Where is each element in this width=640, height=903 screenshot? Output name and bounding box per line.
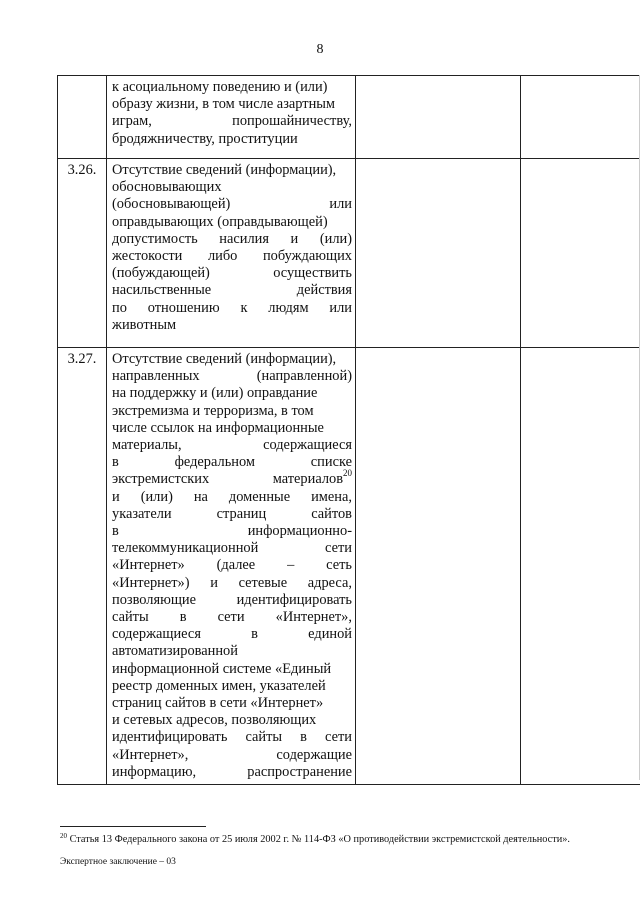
description-line [112, 764, 352, 781]
word: (или) [319, 230, 352, 247]
description-line: оправдывающих (оправдывающей) [112, 213, 328, 230]
description-line [112, 196, 352, 213]
word: единой [308, 626, 352, 643]
empty-cell [356, 76, 521, 159]
description-line [112, 592, 352, 609]
word-text: материалов [272, 471, 343, 488]
word: в [112, 523, 119, 540]
description-line [112, 231, 352, 248]
word: отношению [147, 299, 220, 316]
description-line: на поддержку и (или) оправдание [112, 385, 318, 402]
description-line: и сетевых адресов, позволяющих [112, 712, 317, 729]
word: – [287, 557, 295, 574]
description-line: информационной системе «Единый [112, 660, 332, 677]
word: «Интернет») [112, 574, 190, 591]
description-line [112, 557, 352, 574]
word: осуществить [273, 265, 352, 282]
word: (обосновывающей) [112, 196, 231, 213]
description-line [112, 523, 352, 540]
word: экстремистских [112, 471, 210, 488]
description-line [112, 540, 352, 557]
footnote-reference: 20 [343, 468, 352, 479]
word: к [240, 299, 248, 316]
word: насильственные [112, 282, 212, 299]
row-description [107, 76, 356, 159]
footnote-separator [60, 826, 206, 827]
word: (далее [216, 557, 256, 574]
word: доменные [228, 488, 291, 505]
description-line [112, 265, 352, 282]
footnote-text: Статья 13 Федерального закона от 25 июля 2002 г. № 114-ФЗ «О противодействии экстремистской деятельности». [67, 834, 570, 845]
description-line [112, 506, 352, 523]
word: федеральном [174, 454, 255, 471]
table-row [58, 348, 640, 785]
word: сайтов [311, 505, 352, 522]
word: людям [268, 299, 309, 316]
word: сайты [245, 729, 283, 746]
word: в [300, 729, 307, 746]
word: направленных [112, 368, 200, 385]
word: «Интернет», [112, 746, 189, 763]
table-row [58, 159, 640, 348]
footnote-mark: 20 [60, 832, 67, 840]
description-line [112, 729, 352, 746]
description-line [112, 300, 352, 317]
word: (побуждающей) [112, 265, 210, 282]
word: имена, [311, 488, 352, 505]
description-line [112, 747, 352, 764]
word: насилия [219, 230, 269, 247]
row-number: 3.26. [58, 159, 107, 348]
word: и [112, 488, 120, 505]
word: сети [325, 540, 352, 557]
word: и [210, 574, 218, 591]
word: информацию, [112, 763, 197, 780]
description-line: автоматизированной [112, 643, 238, 660]
row-number [58, 76, 107, 159]
word: допустимость [112, 230, 198, 247]
description-line: реестр доменных имен, указателей [112, 677, 326, 694]
empty-cell [521, 159, 640, 348]
word: либо [207, 248, 238, 265]
empty-cell [356, 348, 521, 785]
word: сеть [326, 557, 352, 574]
description-line [112, 626, 352, 643]
empty-cell [521, 76, 640, 159]
word: сайты [112, 609, 149, 626]
description-line [112, 468, 352, 488]
empty-cell [521, 348, 640, 785]
word: «Интернет», [275, 609, 352, 626]
word: указатели [112, 505, 172, 522]
word: в [251, 626, 258, 643]
description-line [112, 609, 352, 626]
description-line [112, 454, 352, 471]
row-description [107, 348, 356, 785]
word: по [112, 299, 127, 316]
description-line: Отсутствие сведений (информации), [112, 351, 337, 367]
word: или [329, 196, 352, 213]
word: страниц [216, 505, 267, 522]
description-line [112, 248, 352, 265]
expert-table [57, 75, 640, 785]
word: и [290, 230, 299, 247]
description-line: образу жизни, в том числе азартным [112, 96, 336, 113]
word: адреса, [307, 574, 352, 591]
word: побуждающих [262, 248, 352, 265]
description-line [112, 368, 352, 385]
description-line: числе ссылок на информационные [112, 419, 324, 436]
word: на [193, 488, 208, 505]
description-line [112, 113, 352, 130]
description-line [112, 575, 352, 592]
word: содержащие [276, 746, 352, 763]
table-row [58, 76, 640, 159]
description-line [112, 437, 352, 454]
word: или [329, 299, 352, 316]
word: действия [296, 282, 352, 299]
word: позволяющие [112, 591, 197, 608]
word: идентифицировать [236, 591, 352, 608]
word: информационно- [247, 523, 352, 540]
description-line: животным [112, 316, 177, 333]
footnote [60, 833, 620, 846]
word [272, 468, 352, 488]
row-description [107, 159, 356, 348]
word: в [179, 609, 187, 626]
word: играм, [112, 113, 152, 130]
description-line: обосновывающих [112, 179, 222, 196]
word: сети [217, 609, 245, 626]
word: «Интернет» [112, 557, 185, 574]
row-number: 3.27. [58, 348, 107, 785]
description-line: к асоциальному поведению и (или) [112, 79, 328, 95]
word: распространение [247, 763, 352, 780]
word: содержащиеся [112, 626, 201, 643]
word: телекоммуникационной [112, 540, 259, 557]
description-line: бродяжничеству, проституции [112, 130, 298, 147]
page-number: 8 [316, 42, 324, 57]
description-line: Отсутствие сведений (информации), [112, 162, 337, 178]
word: списке [310, 454, 352, 471]
empty-cell [356, 159, 521, 348]
description-line [112, 489, 352, 506]
word: содержащиеся [263, 437, 352, 454]
word: попрошайничеству, [232, 113, 352, 130]
description-line [112, 282, 352, 299]
word: жестокости [112, 248, 183, 265]
description-line: экстремизма и терроризма, в том [112, 402, 314, 419]
word: (или) [140, 488, 173, 505]
description-line: страниц сайтов в сети «Интернет» [112, 695, 324, 712]
word: материалы, [112, 437, 182, 454]
word: (направленной) [256, 368, 352, 385]
word: идентифицировать [112, 729, 228, 746]
document-footer: Экспертное заключение – 03 [60, 857, 176, 867]
word: сетевые [238, 574, 288, 591]
word: в [112, 454, 119, 471]
word: сети [325, 729, 352, 746]
